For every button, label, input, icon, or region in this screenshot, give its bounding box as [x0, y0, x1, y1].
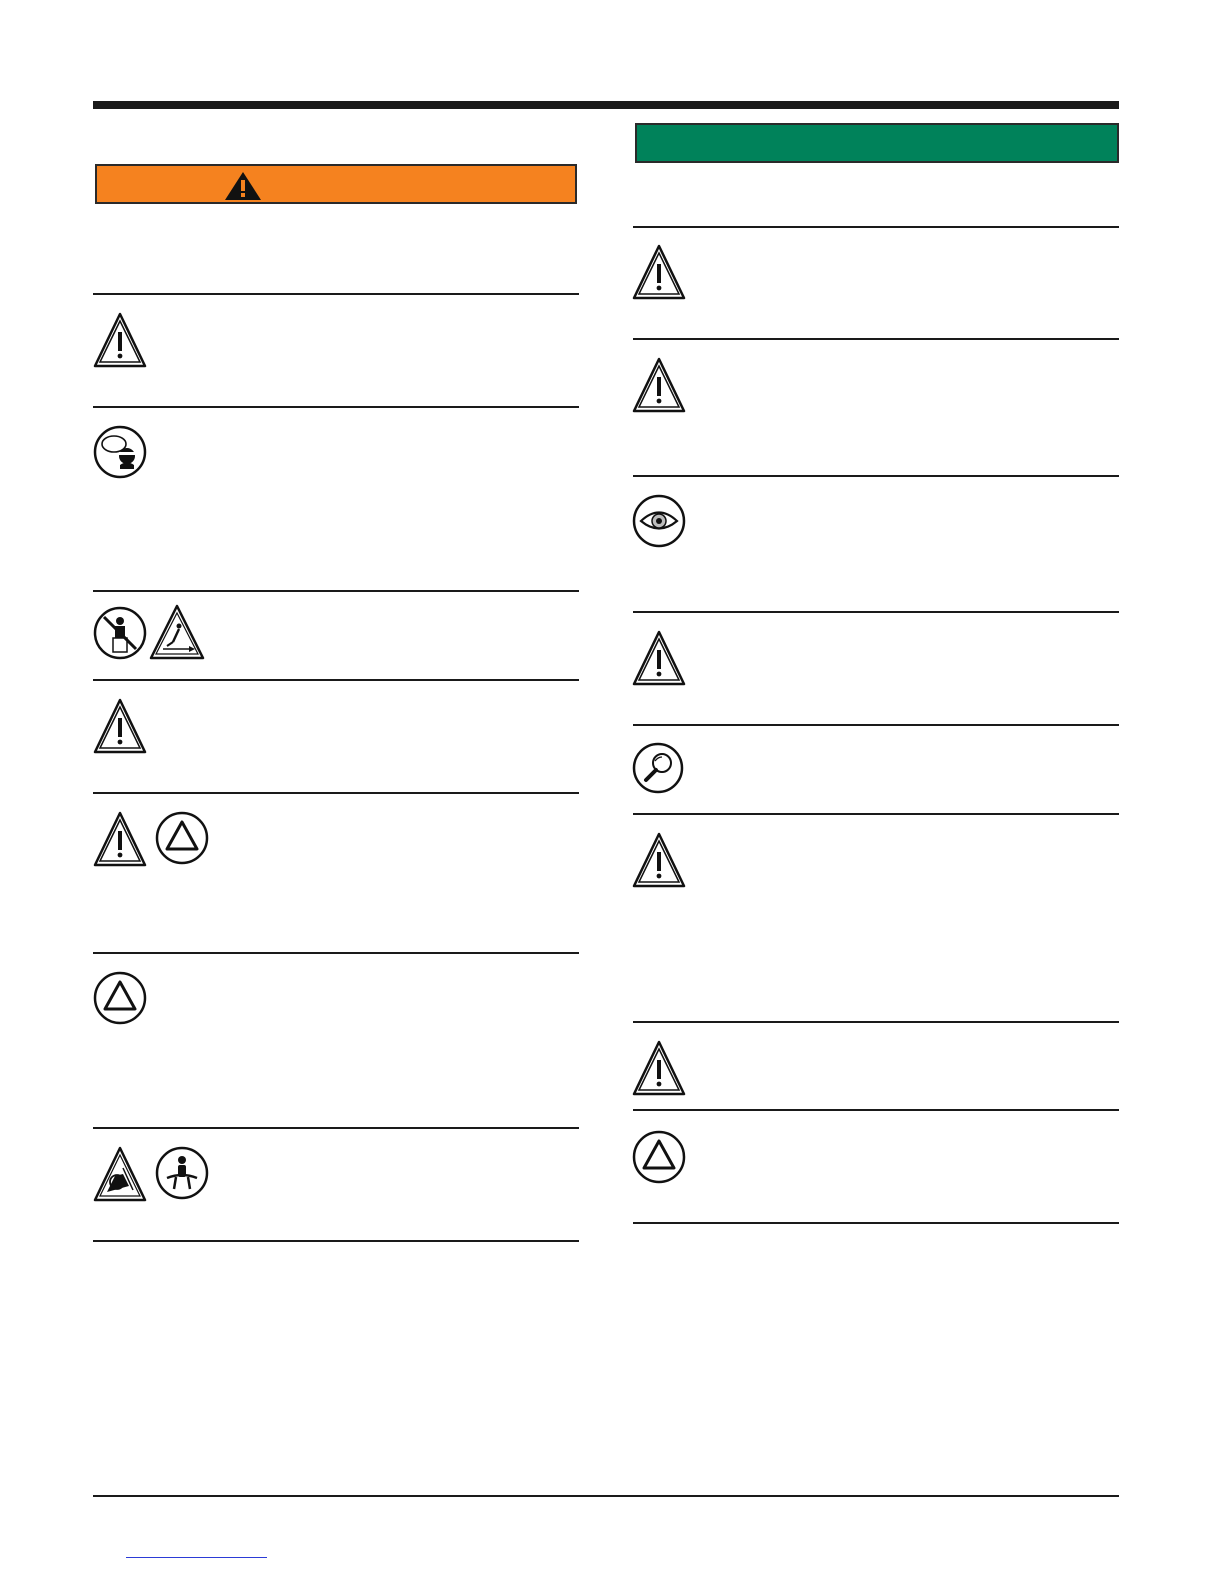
fall-hazard-icon — [149, 604, 205, 660]
general-warning-icon — [632, 357, 686, 413]
divider — [633, 1222, 1119, 1224]
general-warning-icon — [93, 811, 147, 867]
slow-moving-vehicle-icon — [155, 811, 209, 865]
divider — [633, 226, 1119, 228]
footer-rule — [93, 1495, 1119, 1497]
slow-moving-vehicle-icon — [632, 1130, 686, 1184]
entanglement-hazard-icon — [93, 1146, 147, 1202]
divider — [633, 338, 1119, 340]
divider — [93, 293, 579, 295]
divider — [633, 724, 1119, 726]
seatbelt-icon — [155, 1146, 209, 1200]
general-warning-icon — [632, 1040, 686, 1096]
general-warning-icon — [632, 832, 686, 888]
divider — [93, 792, 579, 794]
magnifier-icon — [632, 742, 684, 794]
slow-moving-vehicle-icon — [93, 971, 147, 1025]
footer-link-underline[interactable] — [126, 1557, 267, 1558]
divider — [93, 1240, 579, 1242]
warning-triangle-icon — [223, 170, 263, 202]
info-banner — [635, 123, 1119, 163]
divider — [93, 590, 579, 592]
divider — [93, 952, 579, 954]
general-warning-icon — [93, 312, 147, 368]
warning-banner — [95, 164, 577, 204]
eye-inspect-icon — [632, 494, 686, 548]
general-warning-icon — [93, 698, 147, 754]
operator-thinking-icon — [93, 425, 147, 479]
divider — [93, 1127, 579, 1129]
divider — [633, 1109, 1119, 1111]
divider — [93, 679, 579, 681]
top-rule — [93, 101, 1119, 109]
divider — [633, 813, 1119, 815]
general-warning-icon — [632, 630, 686, 686]
divider — [633, 611, 1119, 613]
divider — [633, 1021, 1119, 1023]
divider — [633, 475, 1119, 477]
divider — [93, 406, 579, 408]
general-warning-icon — [632, 244, 686, 300]
no-riders-icon — [93, 606, 147, 660]
